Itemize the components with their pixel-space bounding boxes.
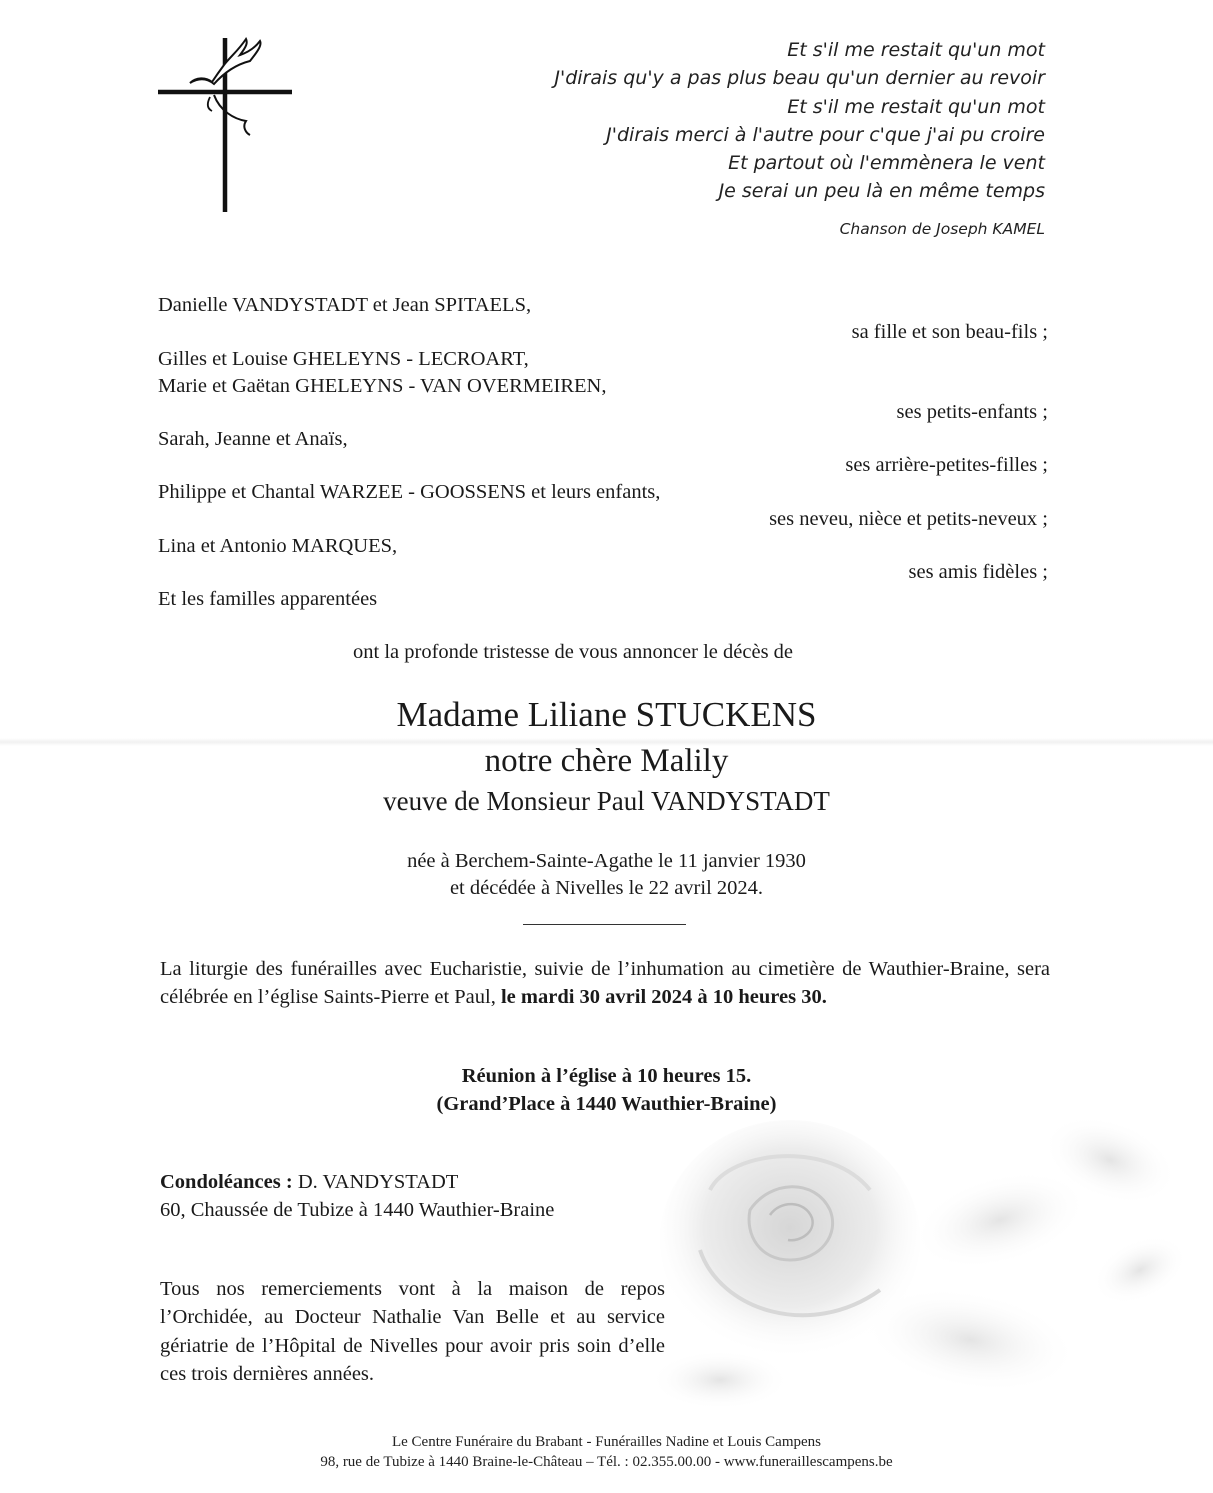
- family-grandchildren-2: Marie et Gaëtan GHELEYNS - VAN OVERMEIREN,: [158, 375, 607, 397]
- family-grandchildren-1: Gilles et Louise GHELEYNS - LECROART,: [158, 348, 529, 370]
- rose-decoration: [640, 1100, 1200, 1430]
- liturgy-paragraph: [160, 955, 1050, 1011]
- family-great-grandchildren: Sarah, Jeanne et Anaïs,: [158, 428, 348, 450]
- family-great-grandchildren-relation: ses arrière-petites-filles ;: [845, 454, 1048, 476]
- announce-text: ont la profonde tristesse de vous annoncer le décès de: [353, 641, 794, 663]
- poem-line: Et partout où l'emmènera le vent: [728, 152, 1045, 175]
- family-friends-relation: ses amis fidèles ;: [908, 561, 1048, 583]
- deceased-died: et décédée à Nivelles le 22 avril 2024.: [449, 877, 764, 899]
- family-daughter-relation: sa fille et son beau-fils ;: [851, 321, 1048, 343]
- family-nephew-relation: ses neveu, nièce et petits-neveux ;: [769, 508, 1048, 530]
- reunion-place: (Grand’Place à 1440 Wauthier-Braine): [436, 1093, 777, 1115]
- poem: [554, 36, 1045, 206]
- family-grandchildren-relation: ses petits-enfants ;: [896, 401, 1048, 423]
- cross-dove-icon: [150, 35, 300, 220]
- deceased-born: née à Berchem-Sainte-Agathe le 11 janvier 1930: [407, 850, 806, 872]
- deceased-widow: veuve de Monsieur Paul VANDYSTADT: [383, 786, 830, 816]
- deceased-nickname: notre chère Malily: [484, 743, 729, 779]
- thanks-paragraph: Tous nos remerciements vont à la maison de repos l’Orchidée, au Docteur Nathalie Van Belle et au service gériatrie de l’Hôpital de Nivelles pour avoir pris soin d’elle ces trois dernières années.: [160, 1278, 665, 1385]
- condolences-name: D. VANDYSTADT: [292, 1171, 459, 1193]
- poem-line: Et s'il me restait qu'un mot: [787, 95, 1045, 118]
- footer: [0, 1432, 1213, 1472]
- poem-line: J'dirais merci à l'autre pour c'que j'ai pu croire: [606, 123, 1045, 146]
- deceased-name: Madame Liliane STUCKENS: [396, 695, 817, 734]
- footer-company: Le Centre Funéraire du Brabant - Funérailles Nadine et Louis Campens: [391, 1434, 822, 1450]
- condolences: [160, 1168, 554, 1224]
- poem-line: Je serai un peu là en même temps: [718, 180, 1045, 203]
- condolences-label: Condoléances :: [160, 1171, 293, 1193]
- footer-address: 98, rue de Tubize à 1440 Braine-le-Château – Tél. : 02.355.00.00 - www.funeraillescampens.be: [320, 1454, 893, 1470]
- reunion-time: Réunion à l’église à 10 heures 15.: [461, 1065, 752, 1087]
- poem-credit: Chanson de Joseph KAMEL: [839, 220, 1045, 238]
- condolences-address: 60, Chaussée de Tubize à 1440 Wauthier-Braine: [160, 1199, 555, 1221]
- liturgy-date: le mardi 30 avril 2024 à 10 heures 30.: [500, 986, 827, 1008]
- family-friends: Lina et Antonio MARQUES,: [158, 535, 398, 557]
- poem-line: J'dirais qu'y a pas plus beau qu'un dernier au revoir: [554, 67, 1045, 90]
- liturgy-text: La liturgie des funérailles avec Eucharistie, suivie de l’inhumation au cimetière de Wauthier-Braine, sera célébrée en l’église Saints-Pierre et Paul,: [160, 958, 1050, 1008]
- divider: [523, 924, 686, 925]
- poem-line: Et s'il me restait qu'un mot: [787, 39, 1045, 61]
- family-nephew: Philippe et Chantal WARZEE - GOOSSENS et leurs enfants,: [158, 481, 661, 503]
- family-others: Et les familles apparentées: [158, 588, 378, 610]
- family-daughter: Danielle VANDYSTADT et Jean SPITAELS,: [158, 294, 532, 316]
